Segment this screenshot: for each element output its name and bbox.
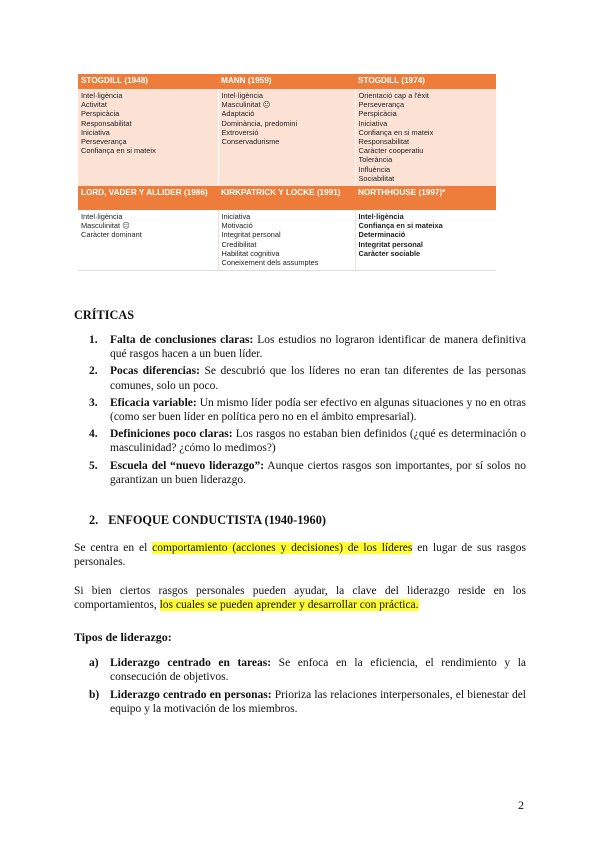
paragraph <box>74 541 526 570</box>
item-lead: Liderazgo centrado en personas: <box>110 688 272 701</box>
table-cell <box>355 210 496 271</box>
table-row <box>78 89 496 186</box>
list-letter: a) <box>89 657 99 669</box>
trait-item: Coneixement dels assumptes <box>221 258 319 268</box>
item-text: Un mismo líder podía ser efectivo en algunas situaciones y no en otras (como ser buen líder en política pero no en el ámbito empresarial). <box>110 396 526 424</box>
list-item <box>74 459 526 487</box>
table-header-cell: NORTHHOUSE (1997)* <box>355 186 496 210</box>
item-text: Se descubrió que los líderes no eran tan diferentes de las personas comunes, solo un poco. <box>110 365 526 392</box>
list-item <box>74 364 526 392</box>
para-text: en lugar de sus rasgos personales. <box>74 542 526 569</box>
table-cell <box>218 210 355 271</box>
trait-item: Influència <box>358 164 391 174</box>
trait-item: Orientació cap a l'èxit <box>358 91 429 100</box>
table-row <box>78 210 496 271</box>
page-number: 2 <box>518 798 524 812</box>
highlighted-text: los cuales se pueden aprender y desarrollar con práctica. <box>159 599 419 612</box>
item-text: Los rasgos no estaban bien definidos (¿qué es determinación o masculinidad? ¿cómo lo medimos?) <box>110 428 526 455</box>
section-heading <box>89 513 326 528</box>
trait-item: Sociabilitat <box>358 173 395 183</box>
table-cell <box>355 89 496 186</box>
table-cell <box>78 89 218 186</box>
list-item <box>74 688 526 717</box>
criticas-heading: CRÍTICAS <box>74 308 135 322</box>
paragraph <box>74 584 526 613</box>
item-lead: Liderazgo centrado en tareas: <box>110 657 272 669</box>
trait-item: Habilitat cognitiva <box>221 248 280 258</box>
trait-item: Perspicàcia <box>358 109 397 119</box>
trait-item: Responsabilitat <box>358 137 410 147</box>
trait-item: Credibilitat <box>221 239 257 249</box>
list-item <box>74 656 526 685</box>
trait-item: Motivació <box>221 221 253 231</box>
highlighted-text: comportamiento (acciones y decisiones) de los líderes <box>152 542 413 554</box>
list-number: 4. <box>89 428 98 441</box>
trait-item: Iniciativa <box>358 118 388 128</box>
trait-item: Tolerància <box>358 155 393 165</box>
trait-item: Masculinitat 😐 <box>81 221 130 231</box>
trait-item: Extroversió <box>221 127 259 137</box>
item-lead: Pocas diferencias: <box>110 365 200 378</box>
item-text: Se enfoca en la eficiencia, el rendimiento y la consecución de objetivos. <box>110 657 526 684</box>
list-item <box>74 333 526 361</box>
trait-item: Caràcter dominant <box>81 230 142 240</box>
tipos-heading: Tipos de liderazgo: <box>74 630 172 644</box>
trait-item: Intel·ligència <box>221 91 263 100</box>
trait-item: Determinació <box>358 230 406 240</box>
list-item <box>74 396 526 424</box>
list-number: 5. <box>89 459 98 472</box>
trait-item: Confiança en si mateix <box>81 146 156 156</box>
trait-item: Integritat personal <box>221 230 281 240</box>
trait-item: Iniciativa <box>81 127 110 137</box>
table-cell <box>78 210 218 271</box>
list-number: 1. <box>89 334 98 346</box>
section-number: 2. <box>89 513 99 527</box>
item-lead: Escuela del “nuevo liderazgo”: <box>110 459 265 472</box>
trait-item: Dominància, predomini <box>221 118 298 128</box>
item-lead: Definiciones poco claras: <box>110 428 233 441</box>
table-header-cell: LORD, VADER Y ALLIDER (1986) <box>78 186 218 210</box>
trait-item: Confiança en si mateix <box>358 127 434 137</box>
trait-item: Perseverança <box>81 137 127 147</box>
table-cell <box>218 89 355 186</box>
criticas-list <box>74 333 526 490</box>
trait-item: Caràcter sociable <box>358 248 421 258</box>
trait-item: Conservadurisme <box>221 137 280 147</box>
table-header-cell: STOGDILL (1948) <box>78 74 218 89</box>
table-header-row <box>78 186 496 210</box>
leadership-traits-table <box>78 74 496 271</box>
item-text: Prioriza las relaciones interpersonales, el bienestar del equipo y la motivación de los miembros. <box>110 688 526 716</box>
trait-item: Activitat <box>81 100 107 110</box>
trait-item: Confiança en si mateixa <box>358 221 443 231</box>
trait-item: Perseverança <box>358 100 405 110</box>
trait-item: Masculinitat 😐 <box>221 100 271 110</box>
section-title: ENFOQUE CONDUCTISTA (1940-1960) <box>108 513 326 527</box>
list-item <box>74 427 526 455</box>
table-header-row <box>78 74 496 89</box>
trait-item: Integritat personal <box>358 239 423 249</box>
trait-item: Intel·ligència <box>358 212 404 222</box>
para-text: Si bien ciertos rasgos personales pueden ayudar, la clave del liderazgo reside en los comportamientos, <box>74 585 526 612</box>
list-number: 2. <box>89 365 98 378</box>
para-text: Se centra en el <box>74 542 153 554</box>
item-lead: Falta de conclusiones claras: <box>110 334 254 346</box>
table-header-cell: MANN (1959) <box>218 74 355 89</box>
trait-item: Perspicàcia <box>81 109 120 119</box>
list-number: 3. <box>89 396 98 409</box>
table-header-cell: KIRKPATRICK Y LOCKE (1991) <box>218 186 355 210</box>
trait-item: Caràcter cooperatiu <box>358 146 424 156</box>
item-lead: Eficacia variable: <box>110 396 197 409</box>
trait-item: Intel·ligència <box>81 91 123 100</box>
trait-item: Adaptació <box>221 109 255 119</box>
list-letter: b) <box>89 688 100 701</box>
tipos-list <box>74 656 526 720</box>
trait-item: Iniciativa <box>221 212 251 222</box>
item-text: Los estudios no lograron identificar de manera definitiva qué rasgos hacen a un buen líder. <box>110 334 526 361</box>
trait-item: Intel·ligència <box>81 212 123 222</box>
item-text: Aunque ciertos rasgos son importantes, por sí solos no garantizan un buen liderazgo. <box>110 459 526 486</box>
trait-item: Responsabilitat <box>81 118 132 128</box>
table-header-cell: STOGDILL (1974) <box>355 74 496 89</box>
